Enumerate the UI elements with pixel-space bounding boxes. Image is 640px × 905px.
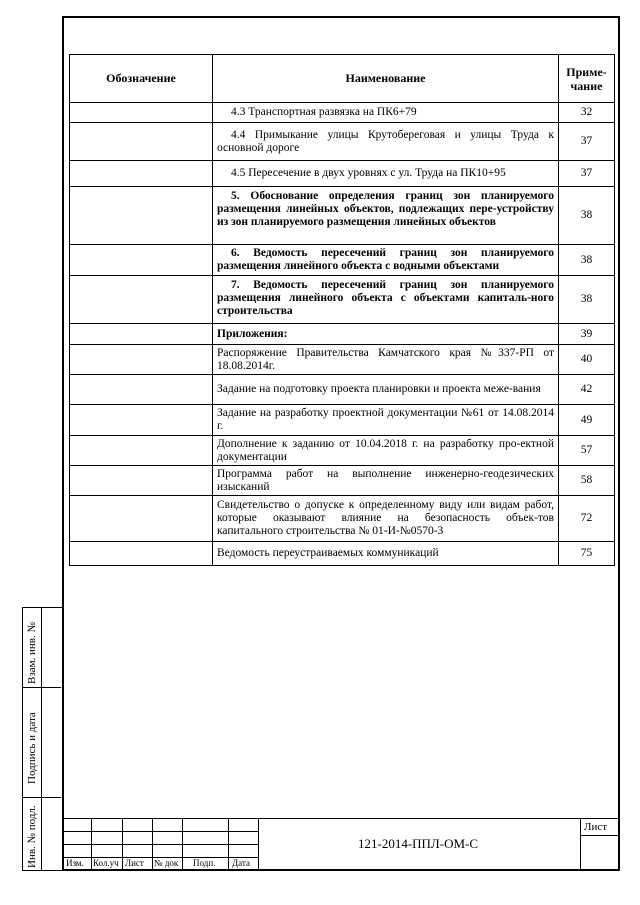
side-cell-podpis: [23, 688, 61, 798]
table-row: [70, 496, 615, 542]
row-page: 38: [559, 245, 615, 276]
row-name: Дополнение к заданию от 10.04.2018 г. на разработку про-ектной документации: [213, 436, 559, 466]
label-n-dok: № док: [154, 858, 179, 868]
row-page: 57: [559, 436, 615, 466]
row-page: 40: [559, 345, 615, 375]
row-name: 6. Ведомость пересечений границ зон планируемого размещения линейного объекта с водными объектами: [213, 245, 559, 276]
row-name: Задание на подготовку проекта планировки и проекта меже-вания: [213, 375, 559, 405]
table-row: [70, 466, 615, 496]
table-row: [70, 542, 615, 566]
row-page: 39: [559, 324, 615, 345]
row-page: 75: [559, 542, 615, 566]
label-kol-uch: Кол.уч: [93, 858, 119, 868]
row-page: 38: [559, 276, 615, 324]
table-row: [70, 405, 615, 436]
label-list: Лист: [125, 858, 144, 868]
row-page: 38: [559, 187, 615, 245]
contents-table: [69, 54, 615, 566]
row-name: Распоряжение Правительства Камчатского края №337-РП от 18.08.2014г.: [213, 345, 559, 375]
row-name: 4.4 Примыкание улицы Крутобереговая и улицы Труда к основной дороге: [213, 123, 559, 161]
table-row: [70, 123, 615, 161]
table-row: [70, 436, 615, 466]
row-name: Задание на разработку проектной документации №61 от 14.08.2014 г.: [213, 405, 559, 436]
label-podpis-data: Подпись и дата: [26, 712, 38, 784]
row-page: 72: [559, 496, 615, 542]
row-name: 5. Обоснование определения границ зон планируемого размещения линейных объектов, подлежащих пере-устройству из зон планируемого размещения линейных объектов: [213, 187, 559, 245]
row-page: 58: [559, 466, 615, 496]
table-row: [70, 161, 615, 187]
row-page: 42: [559, 375, 615, 405]
table-row: [70, 245, 615, 276]
table-row: [70, 345, 615, 375]
side-cell-vzam: [23, 608, 61, 688]
label-sheet: Лист: [584, 821, 608, 833]
title-block: [62, 818, 620, 871]
table-header-row: [70, 55, 615, 103]
table-row: [70, 187, 615, 245]
row-name: 4.5 Пересечение в двух уровнях с ул. Труда на ПК10+95: [213, 161, 559, 187]
table-row: [70, 324, 615, 345]
table-row: [70, 375, 615, 405]
row-page: 32: [559, 103, 615, 123]
table-row: [70, 103, 615, 123]
label-izm: Изм.: [66, 858, 84, 868]
row-name: Программа работ на выполнение инженерно-геодезических изысканий: [213, 466, 559, 496]
label-podp: Подп.: [193, 858, 216, 868]
document-code: 121-2014-ППЛ-ОМ-С: [357, 836, 479, 851]
header-note: Приме- чание: [559, 55, 615, 103]
row-name: 7. Ведомость пересечений границ зон планируемого размещения линейного объекта с объектами капиталь-ного строительства: [213, 276, 559, 324]
row-page: 49: [559, 405, 615, 436]
label-data: Дата: [232, 858, 250, 868]
header-name: Наименование: [213, 55, 559, 103]
row-name: Ведомость переустраиваемых коммуникаций: [213, 542, 559, 566]
row-page: 37: [559, 123, 615, 161]
table-row: [70, 276, 615, 324]
header-designation: Обозначение: [70, 55, 213, 103]
row-page: 37: [559, 161, 615, 187]
row-name: Свидетельство о допуске к определенному виду или видам работ, которые оказывают влияние на безопасность объек-тов капитального строительства № 01-И-№0570-3: [213, 496, 559, 542]
label-vzam-inv: Взам. инв. №: [26, 622, 38, 684]
label-inv-podl: Инв. № подл.: [26, 805, 38, 868]
row-name: 4.3 Транспортная развязка на ПК6+79: [213, 103, 559, 123]
row-name: Приложения:: [213, 324, 559, 345]
side-strip: [22, 607, 62, 871]
side-cell-inv: [23, 798, 61, 871]
